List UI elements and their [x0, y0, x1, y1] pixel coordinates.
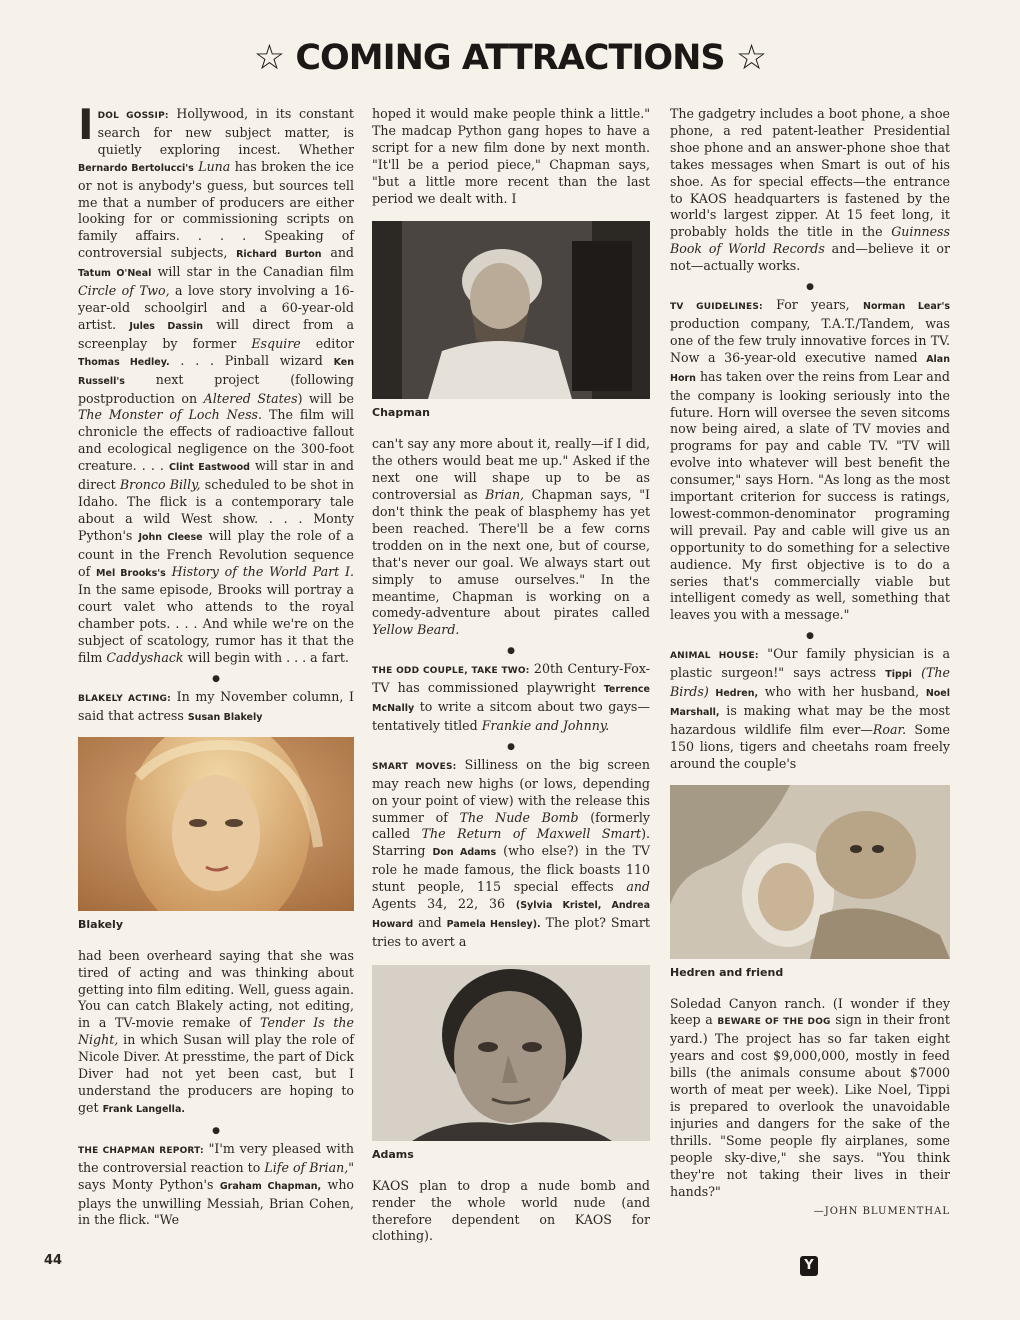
- body-text: who with her husband,: [758, 684, 926, 700]
- chapman-photo: [372, 221, 650, 399]
- body-text: KAOS plan to drop a nude bomb and render the whole world nude (and therefore dependent on KAOS for clothing).: [372, 1177, 650, 1244]
- person-name: Tippi: [885, 669, 912, 681]
- person-name: Graham Chapman,: [219, 1180, 322, 1192]
- body-text: editor: [300, 335, 354, 351]
- body-text: ). Starring: [372, 826, 650, 859]
- person-name: Hedren,: [715, 688, 759, 700]
- odd-couple-paragraph: [372, 661, 650, 735]
- chapman-quote-paragraph: [372, 436, 650, 639]
- person-name: John Cleese: [138, 531, 203, 543]
- person-name: Bernardo Bertolucci's: [78, 162, 194, 174]
- person-name: Clint Eastwood: [169, 462, 250, 474]
- animal-house-paragraph: [670, 646, 950, 772]
- section-label-odd-couple: THE ODD COUPLE, TAKE TWO:: [372, 666, 530, 677]
- body-text: Hollywood, in its constant search for new subject matter, is quietly exploring incest. Whether: [97, 106, 354, 157]
- column-2: [372, 106, 650, 1245]
- body-text: sign in their front yard.) The project has so far taken eight years and cost $9,000,000, mostly in feed bills (the animals consume about $7000 worth of meat per week). Like Noel, Tippi is prepared to overlook the unavoidable injuries and dangers for the sake of the thrills. "Some people fly airplanes, some people sky-dive," she says. "You think they're not taking their lives in their hands?": [670, 1012, 950, 1199]
- adams-photo: [372, 965, 650, 1141]
- film-title: (The Birds): [670, 665, 950, 700]
- person-name: Jules Dassin: [129, 320, 204, 332]
- tv-guidelines-paragraph: [670, 297, 950, 624]
- idol-gossip-paragraph: [78, 100, 355, 667]
- smart-moves-paragraph: [372, 757, 650, 951]
- body-text: will play the role of a count in the French Revolution sequence of: [78, 527, 354, 579]
- person-name: Mel Brooks's: [96, 567, 166, 579]
- author-byline: —JOHN BLUMENTHAL: [813, 1206, 950, 1218]
- person-name: Tatum O'Neal: [78, 268, 152, 280]
- section-divider-bullet: ●: [507, 741, 515, 752]
- section-label-tv-guidelines: TV GUIDELINES:: [670, 302, 763, 313]
- blakely-photo: [78, 737, 354, 911]
- film-title: Roar.: [872, 721, 907, 737]
- photo-caption-blakely: Blakely: [78, 917, 123, 931]
- page-title: ☆ COMING ATTRACTIONS ☆: [253, 38, 767, 78]
- show-title: Frankie and Johnny.: [481, 717, 610, 733]
- body-text: and—believe it or not—actually works.: [670, 241, 950, 274]
- film-title: Altered States: [203, 390, 298, 406]
- body-text: Silliness on the big screen may reach new highs (or lows, depending on your point of view) with the release this summer of: [372, 756, 650, 825]
- body-text: a love story involving a 16-year-old schoolgirl and a 60-year-old artist.: [78, 283, 354, 332]
- body-text: . . . Pinball wizard: [169, 352, 334, 368]
- photo-caption-adams: Adams: [372, 1147, 414, 1161]
- emphasis-text: and: [626, 879, 650, 895]
- rabbit-head-logo-icon: Y: [800, 1256, 818, 1276]
- body-text: In my November column, I said that actress: [78, 689, 354, 723]
- body-text: will star in and direct: [78, 458, 354, 493]
- person-name: Ken Russell's: [78, 356, 354, 387]
- body-text: has taken over the reins from Lear and the company is looking seriously into the future. Horn will oversee the seven sitcoms now being aired, a slate of TV movies and programs for pay and cable TV. "TV will evolve into whatever will best benefit the consumer," says Horn. "As long as the most important criterion for success is ratings, lowest-common-denominator programing will prevail. Pay and cable will give us an opportunity to do something for a selective audience. My first objective is to do a series that's commercially viable but intelligent comedy as well, something that leaves you with a message.": [670, 368, 950, 623]
- section-label-idol-gossip: DOL GOSSIP:: [97, 111, 169, 121]
- body-text: "Our family physician is a plastic surgeon!" says actress: [670, 646, 950, 681]
- person-name: (Sylvia Kristel, Andrea Howard: [372, 900, 650, 930]
- page-number: 44: [44, 1253, 63, 1268]
- body-text: Chapman says, "I don't think the peak of blasphemy has yet been reached. There'll be a few corns trodden on in the next one, but of course, that's never our goal. We always start out simply to amuse ourselves." In the meantime, Chapman is working on a comedy-adventure about pirates called: [372, 487, 650, 621]
- body-text: and: [413, 915, 447, 930]
- section-label-animal-house: ANIMAL HOUSE:: [670, 651, 759, 662]
- body-text: has broken the ice or not is anybody's guess, but sources tell me that a number of producers are either looking for or commissioning scripts on family affairs. . . . Speaking of controversial subjects,: [78, 158, 354, 261]
- section-divider-bullet: ●: [806, 282, 814, 293]
- section-divider-bullet: ●: [212, 1125, 220, 1136]
- section-divider-bullet: ●: [507, 646, 515, 657]
- person-name: Norman Lear's: [863, 301, 951, 313]
- film-title: The Return of Maxwell Smart: [421, 826, 642, 842]
- publication-title: Guinness Book of World Records: [670, 224, 950, 257]
- body-text: Soledad Canyon ranch. (I wonder if they keep a: [670, 995, 950, 1028]
- body-text: had been overheard saying that she was tired of acting and was thinking about getting into film editing. Well, guess again. You can catch Blakely acting, not editing, in a TV-movie remake of: [78, 947, 354, 1031]
- blakely-acting-paragraph: [78, 689, 354, 727]
- body-text: ) will be: [297, 390, 354, 406]
- body-text: Agents 34, 22, 36: [372, 896, 516, 912]
- film-title: History of the World Part I.: [171, 563, 354, 579]
- body-text: and: [321, 245, 354, 261]
- dropcap: I: [78, 100, 94, 149]
- film-title: The Nude Bomb: [459, 809, 579, 825]
- person-name: Thomas Hedley.: [78, 356, 170, 368]
- chapman-report-paragraph: [78, 1141, 354, 1230]
- photo-caption-hedren: Hedren and friend: [670, 965, 784, 979]
- body-text: (formerly called: [372, 809, 650, 842]
- person-name: Frank Langella.: [102, 1103, 185, 1115]
- body-text: will star in the Canadian film: [151, 264, 354, 280]
- body-text: For years,: [762, 297, 863, 313]
- body-text: 20th Century-Fox-TV has commissioned playwright: [372, 661, 650, 696]
- film-title: Luna: [198, 158, 231, 174]
- small-caps-text: BEWARE OF THE DOG: [717, 1017, 831, 1028]
- body-text: Some 150 lions, tigers and cheetahs roam freely around the couple's: [670, 721, 950, 771]
- section-label-blakely-acting: BLAKELY ACTING:: [78, 694, 171, 704]
- publication-title: Esquire: [251, 335, 301, 351]
- body-text: (who else?) in the TV role he made famous, the flick boasts 110 stunt people, 115 special effects: [372, 843, 650, 895]
- body-text: is making what may be the most hazardous wildlife film ever—: [670, 703, 950, 737]
- section-divider-bullet: ●: [806, 631, 814, 642]
- gadgetry-paragraph: [670, 106, 950, 275]
- section-label-chapman-report: THE CHAPMAN REPORT:: [78, 1145, 204, 1156]
- body-text: hoped it would make people think a little." The madcap Python gang hopes to have a script for a new film done by next month. "It'll be a period piece," Chapman says, "but a little more recent than the last period we dealt with. I: [372, 106, 650, 206]
- person-name: Noel Marshall,: [670, 688, 950, 718]
- body-text: who plays the unwilling Messiah, Brian Cohen, in the flick. "We: [78, 1176, 355, 1228]
- body-text: scheduled to be shot in Idaho. The flick is a contemporary tale about a wild West show. . . . Monty Python's: [78, 477, 355, 543]
- body-text: "I'm very pleased with the controversial reaction to: [78, 1140, 354, 1175]
- body-text: The plot? Smart tries to avert a: [372, 915, 650, 949]
- body-text: to write a sitcom about two gays—tentatively titled: [372, 699, 650, 733]
- chapman-continued-paragraph: [372, 106, 650, 207]
- film-title: Yellow Beard.: [372, 622, 460, 638]
- photo-caption-chapman: Chapman: [372, 406, 430, 420]
- person-name: Richard Burton: [236, 249, 322, 261]
- blakely-portrait-image: [78, 737, 354, 911]
- body-text: production company, T.A.T./Tandem, was one of the few truly innovative forces in TV. Now a 36-year-old executive named: [670, 315, 950, 365]
- section-divider-bullet: ●: [212, 674, 220, 684]
- body-text: can't say any more about it, really—if I did, the others would beat me up." Asked if the next one will shape up to be as controversial as: [372, 436, 650, 503]
- column-3: [670, 106, 950, 1221]
- film-title: Caddyshack: [106, 650, 184, 666]
- person-name: Pamela Hensley).: [446, 919, 541, 930]
- person-name: Don Adams: [432, 847, 497, 859]
- column-1: [78, 100, 355, 1229]
- person-name: Alan Horn: [670, 353, 950, 384]
- body-text: in which Susan will play the role of Nicole Diver. At presstime, the part of Dick Diver had not yet been cast, but I understand the producers are hoping to get: [78, 1032, 354, 1115]
- chapman-portrait-image: [372, 221, 650, 399]
- film-title: The Monster of Loch Ness.: [78, 407, 263, 423]
- body-text: In the same episode, Brooks will portray a court valet who attends to the royal chamber pots. . . . And while we're on the subject of scatology, rumor has it that the film: [78, 582, 354, 666]
- film-title: Tender Is the Night,: [78, 1015, 354, 1048]
- kaos-plan-paragraph: [372, 1178, 650, 1246]
- body-text: [912, 665, 921, 680]
- adams-portrait-image: [372, 965, 650, 1141]
- film-title: Brian,: [485, 487, 525, 503]
- blakely-continued-paragraph: [78, 948, 354, 1119]
- body-text: will begin with . . . a fart.: [183, 650, 349, 666]
- body-text: next project (following postproduction on: [78, 371, 354, 406]
- body-text: The gadgetry includes a boot phone, a shoe phone, a red patent-leather Presidential shoe phone and an answer-phone shoe that takes messages when Smart is out of his shoe. As for special effects—the entrance to KAOS headquarters is fastened by the world's largest zipper. At 15 feet long, it probably holds the title in the: [670, 106, 950, 240]
- hedren-with-lion-cub-image: [670, 785, 950, 959]
- hedren-photo: [670, 785, 950, 959]
- body-text: will direct from a screenplay by former: [78, 316, 354, 351]
- film-title: Circle of Two,: [78, 283, 170, 299]
- soledad-canyon-paragraph: [670, 996, 950, 1201]
- body-text: The film will chronicle the effects of radioactive fallout and ecological negligence on the 300-foot creature. . . .: [78, 407, 354, 474]
- film-title: Bronco Billy,: [119, 477, 201, 493]
- person-name: Terrence McNally: [372, 684, 650, 715]
- person-name: Susan Blakely: [187, 711, 263, 723]
- body-text: says Monty Python's: [78, 1176, 220, 1192]
- section-label-smart-moves: SMART MOVES:: [372, 761, 457, 772]
- film-title: Life of Brian,": [264, 1159, 354, 1175]
